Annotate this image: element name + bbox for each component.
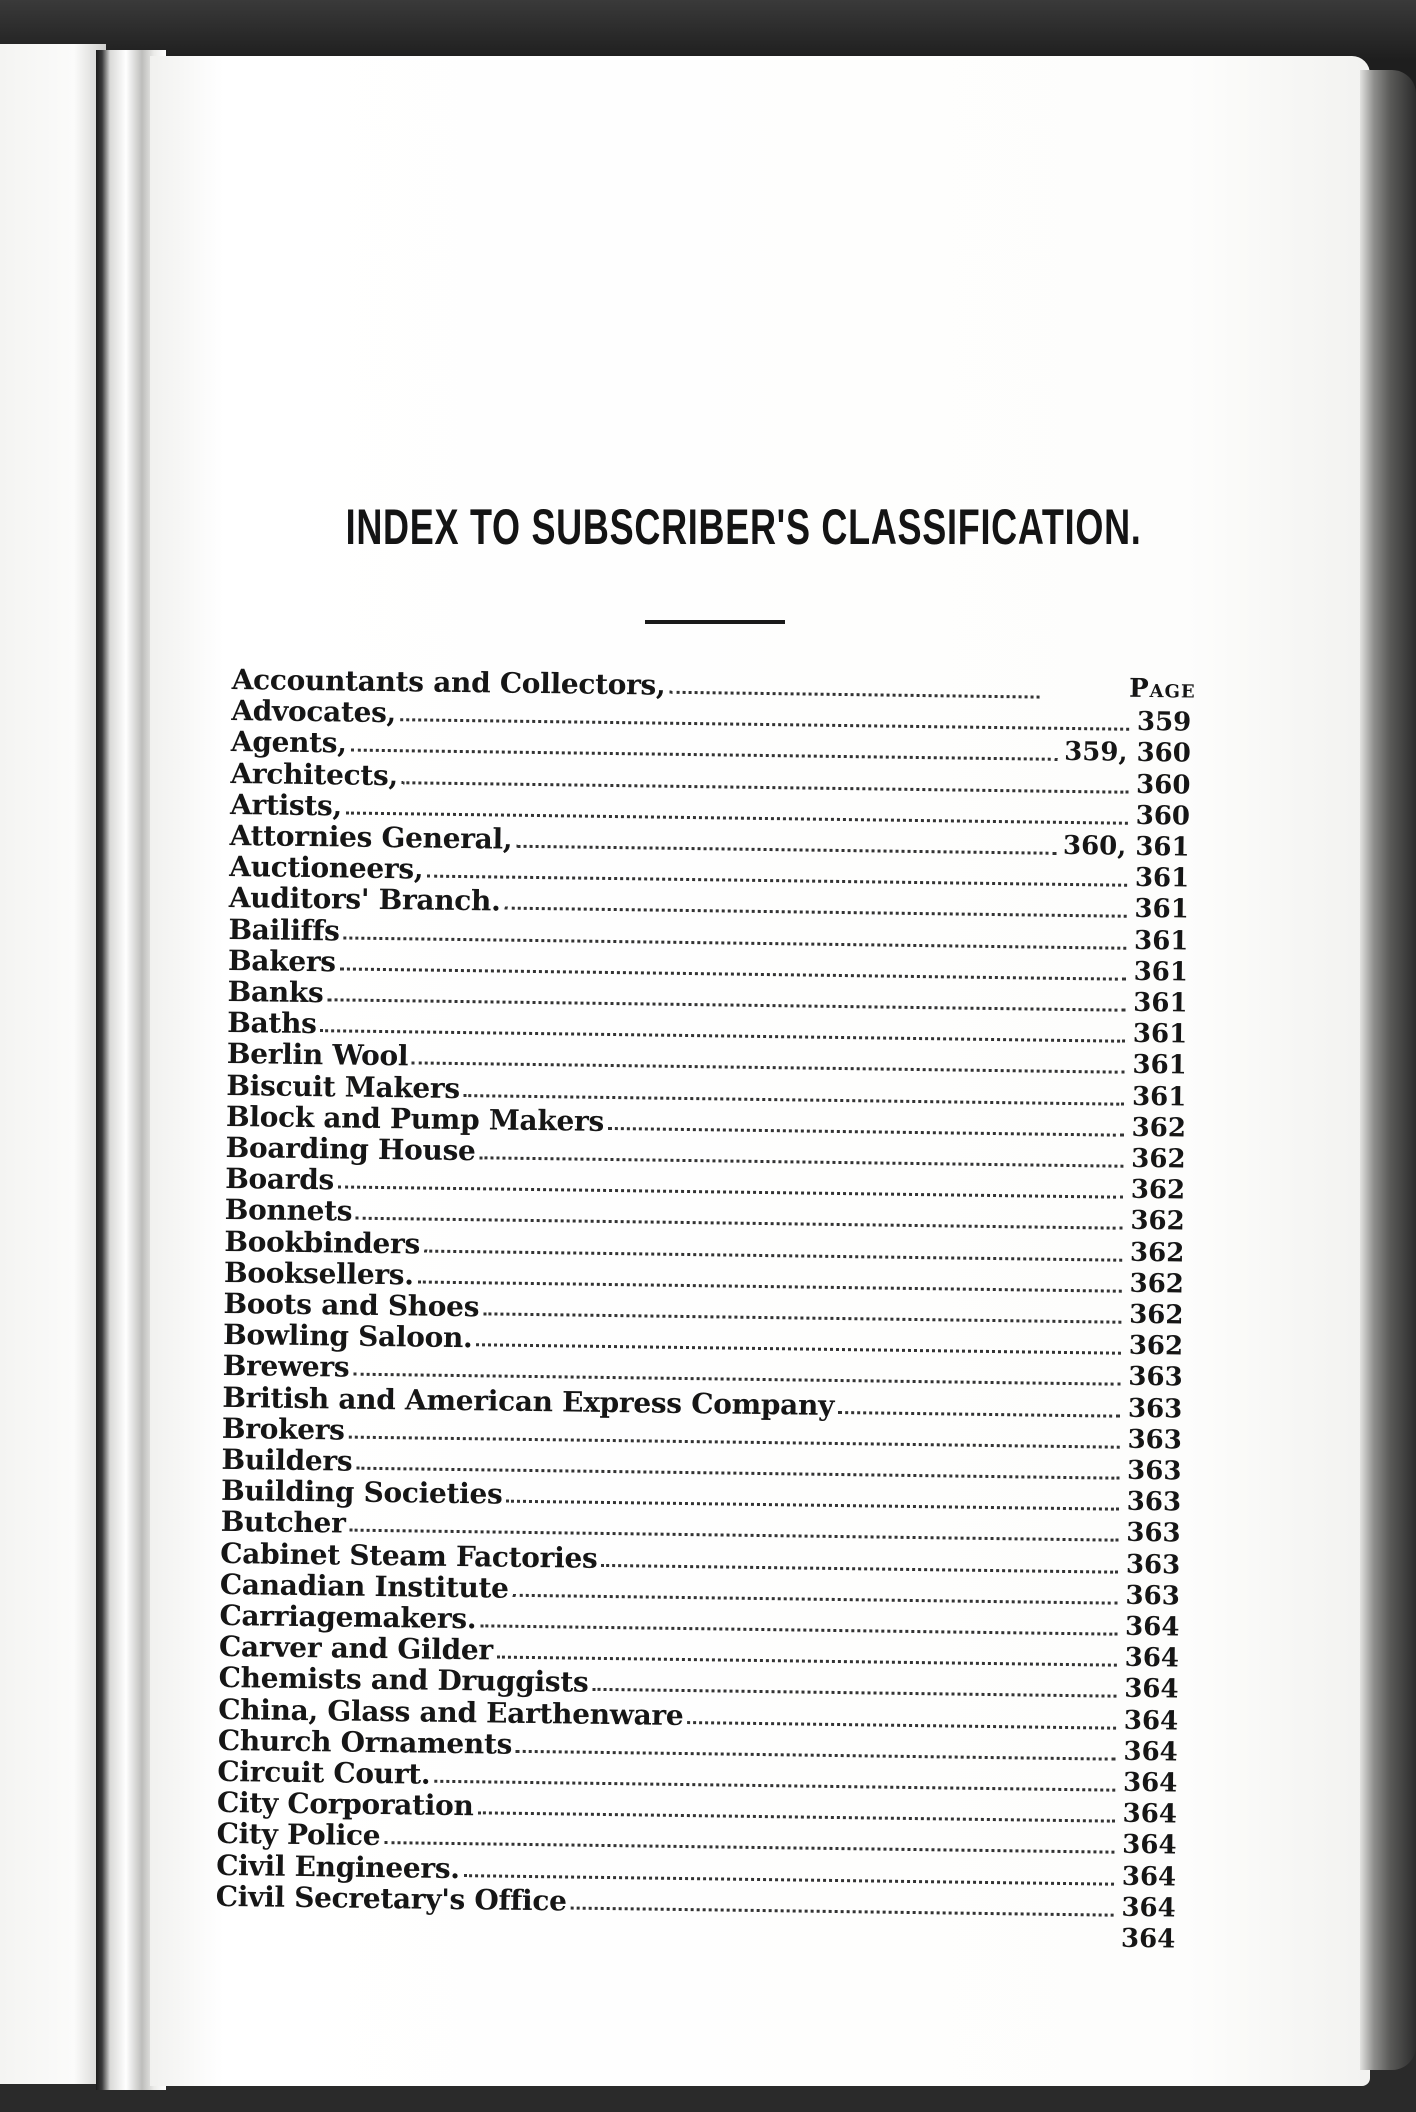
dot-leader [349, 1429, 1120, 1448]
entry-page-number: 359, 360 [1063, 737, 1192, 769]
dot-leader [327, 992, 1125, 1011]
entry-page-number: 360 [1135, 769, 1191, 801]
entry-name: Butcher [220, 1505, 346, 1540]
entry-page-number: 362 [1130, 1174, 1186, 1206]
entry-name: Berlin Wool [226, 1037, 409, 1073]
dot-leader [476, 1337, 1121, 1354]
dot-leader [687, 1715, 1116, 1730]
entry-page-number: 362 [1129, 1268, 1185, 1300]
entry-name: Civil Secretary's Office [215, 1879, 567, 1918]
dot-leader [384, 1835, 1114, 1854]
dot-leader [497, 1650, 1117, 1667]
entry-name: Boots and Shoes [223, 1286, 480, 1324]
entry-page-number: 362 [1129, 1237, 1185, 1269]
entry-name: Carver and Gilder [218, 1630, 494, 1667]
entry-name: Boarding House [225, 1130, 476, 1168]
dot-leader [669, 685, 1039, 699]
dot-leader [402, 775, 1129, 794]
page-column-header: Page [1128, 673, 1196, 705]
page-edge-shadow [1360, 70, 1416, 2070]
entry-name: Building Societies [220, 1474, 503, 1511]
entry-page-number: 364 [1122, 1798, 1178, 1830]
entry-name: Architects, [230, 756, 399, 792]
dot-leader [434, 1774, 1115, 1792]
entry-name: China, Glass and Earthenware [218, 1692, 684, 1732]
entry-page-number: 361 [1133, 987, 1188, 1019]
entry-page-number: 361 [1133, 956, 1189, 988]
entry-page-number: 361 [1133, 925, 1189, 957]
dot-leader [424, 1243, 1122, 1261]
dot-leader [464, 1868, 1114, 1886]
entry-page-number: 362 [1131, 1112, 1187, 1144]
title-divider [645, 620, 785, 624]
entry-name: Cabinet Steam Factories [220, 1536, 598, 1575]
dot-leader [480, 1618, 1117, 1635]
entry-name: Church Ornaments [217, 1723, 513, 1761]
entry-page-number: 364 [1121, 1861, 1177, 1893]
dot-leader [477, 1805, 1115, 1822]
entry-name: Bowling Saloon. [222, 1318, 473, 1355]
dot-leader [516, 839, 1057, 855]
dot-leader [608, 1121, 1124, 1137]
entry-name: Attornies General, [229, 818, 513, 856]
entry-page-number: 364 [1124, 1674, 1179, 1705]
entry-page-number: 364 [1124, 1611, 1180, 1643]
entry-page-number: 362 [1130, 1206, 1185, 1237]
entry-name: Chemists and Druggists [218, 1661, 589, 1700]
entry-name: Bookbinders [224, 1224, 421, 1261]
entry-name: Banks [227, 974, 324, 1010]
facing-page [0, 44, 106, 2084]
entry-page-number: 364 [1122, 1830, 1177, 1861]
entry-page-number: 363 [1126, 1486, 1182, 1518]
entry-name: Circuit Court. [217, 1754, 431, 1791]
entry-name: Canadian Institute [219, 1567, 509, 1605]
dot-leader [506, 1494, 1119, 1511]
entry-name: Bonnets [224, 1193, 353, 1229]
dot-leader [504, 901, 1126, 918]
entry-page-number: 363 [1127, 1424, 1183, 1456]
entry-page-number: 361 [1131, 1081, 1187, 1113]
dot-leader [516, 1744, 1116, 1761]
entry-name: Biscuit Makers [226, 1068, 461, 1105]
entry-page-number: 363 [1126, 1518, 1181, 1549]
entry-name: Advocates, [231, 694, 397, 730]
entry-page-number: 364 [1123, 1736, 1178, 1768]
dot-leader [427, 869, 1127, 887]
entry-name: City Corporation [216, 1786, 474, 1823]
entry-page-number: 362 [1129, 1299, 1184, 1331]
entry-name: City Police [216, 1817, 381, 1853]
dot-leader [344, 930, 1127, 949]
entry-name: Boards [224, 1162, 335, 1197]
entry-page-number: 362 [1128, 1330, 1184, 1362]
entry-name: British and American Express Company [222, 1380, 835, 1422]
entry-page-number: 364 [1122, 1767, 1178, 1799]
dot-leader [513, 1588, 1118, 1605]
entry-page-number: 363 [1128, 1362, 1183, 1393]
dot-leader [601, 1558, 1118, 1574]
dot-leader [838, 1405, 1120, 1418]
entry-page-number: 361 [1134, 894, 1189, 925]
entry-name: Bailiffs [228, 912, 340, 948]
entry-page-number: 364 [1123, 1705, 1179, 1737]
dot-leader [418, 1274, 1122, 1292]
entry-page-number: 361 [1134, 863, 1190, 894]
entry-page-number: 360, 361 [1062, 830, 1190, 863]
entry-page-number: 363 [1126, 1455, 1182, 1487]
entry-page-number: 363 [1127, 1393, 1183, 1425]
dot-leader [483, 1306, 1121, 1323]
entry-page-number: 359 [1136, 707, 1192, 738]
entry-name: Builders [221, 1442, 353, 1478]
entry-page-number: 362 [1131, 1143, 1186, 1175]
dot-leader [464, 1088, 1125, 1106]
entry-page-number: 360 [1135, 800, 1191, 832]
entry-name: Auctioneers, [229, 850, 424, 886]
entry-name: Brokers [221, 1411, 345, 1447]
entry-name: Baths [227, 1006, 317, 1041]
dot-leader [400, 712, 1129, 731]
entry-name: Auditors' Branch. [228, 881, 501, 918]
entry-page-number: 364 [1121, 1892, 1176, 1924]
dot-leader [592, 1682, 1116, 1698]
entry-name: Artists, [229, 787, 343, 823]
dot-leader [570, 1900, 1113, 1916]
dot-leader [479, 1150, 1123, 1167]
dot-leader [356, 1211, 1123, 1230]
entry-name: Carriagemakers. [219, 1598, 477, 1636]
entry-name: Accountants and Collectors, [231, 662, 666, 702]
entry-name: Block and Pump Makers [225, 1099, 605, 1138]
dot-leader [412, 1056, 1125, 1074]
entry-name: Brewers [222, 1349, 350, 1384]
page-title: INDEX TO SUBSCRIBER'S CLASSIFICATION. [345, 499, 1142, 555]
dot-leader [338, 1180, 1123, 1199]
dot-leader [320, 1023, 1125, 1043]
entry-page-number: 363 [1125, 1580, 1180, 1612]
entry-page-number: 364 [1124, 1642, 1180, 1674]
dot-leader [340, 961, 1126, 980]
entry-name: Bakers [227, 943, 336, 979]
entry-name: Booksellers. [223, 1255, 414, 1292]
entry-page-number: 364 [1120, 1923, 1176, 1955]
entry-name: Agents, [230, 725, 347, 760]
entry-name: Civil Engineers. [215, 1848, 460, 1885]
entry-page-number: 361 [1132, 1019, 1188, 1050]
dot-leader [351, 743, 1059, 761]
entry-page-number: 361 [1132, 1050, 1187, 1081]
entry-page-number: 363 [1125, 1549, 1181, 1581]
